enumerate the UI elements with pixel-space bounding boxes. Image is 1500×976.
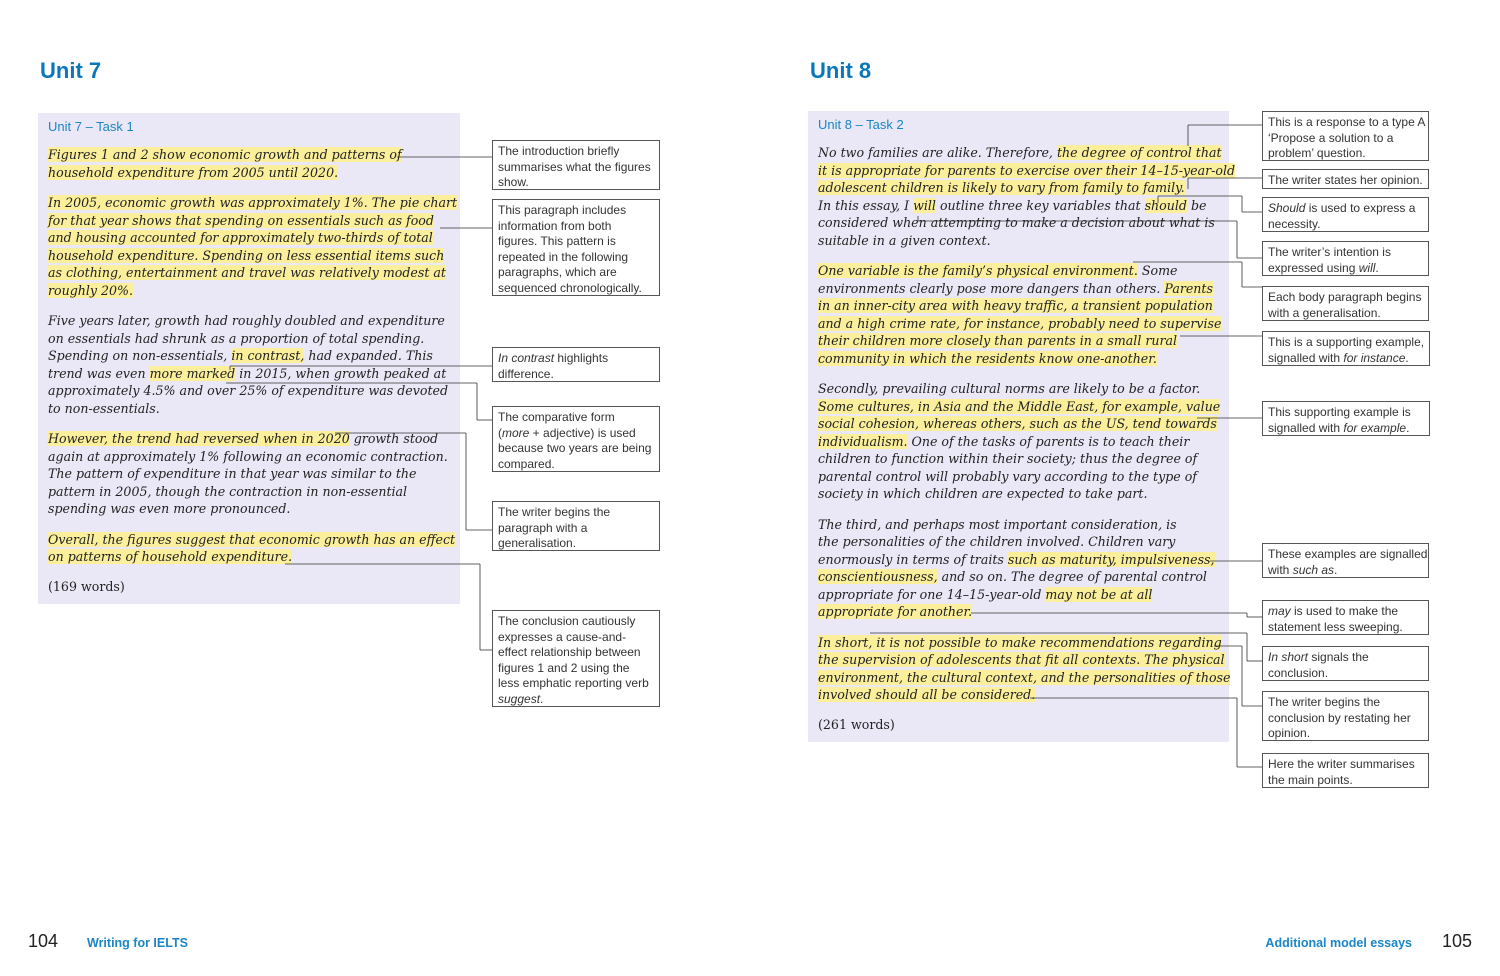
highlighted-text: in an inner-city area with heavy traffic, a transient population — [818, 298, 1213, 313]
essay-text: approximately 4.5% and over 25% of expenditure was devoted — [48, 383, 449, 398]
annotation-text: The conclusion cautiously — [498, 614, 636, 628]
annotation-text: statement less sweeping. — [1268, 619, 1403, 634]
annotation-text: compared. — [498, 456, 555, 471]
annotation-text: conclusion. — [1268, 665, 1329, 680]
left-page-number: 104 — [28, 931, 59, 951]
highlighted-text: such as maturity, impulsiveness, — [1007, 551, 1215, 567]
annotation-text: Here the writer summarises — [1268, 757, 1415, 771]
highlighted-text: the supervision of adolescents that fit all contexts. The physical — [818, 652, 1225, 667]
essay-text: No two families are alike. Therefore, — [818, 145, 1057, 160]
highlighted-text: individualism. — [818, 433, 908, 449]
essay-text: had expanded. This — [304, 348, 433, 363]
essay-text: growth stood — [349, 431, 439, 446]
annotation-text: for example — [1343, 420, 1407, 435]
annotation-text: for instance — [1343, 350, 1406, 365]
highlighted-text: In short, it is not possible to make recommendations regarding — [818, 634, 1222, 650]
annotation-text: This is a supporting example, — [1268, 335, 1425, 349]
highlighted-text: as clothing, entertainment and travel was relatively modest at — [48, 265, 446, 280]
essay-text: The third, and perhaps most important consideration, is — [818, 516, 1177, 532]
annotation-text: ‘Propose a solution to a — [1268, 130, 1394, 145]
annotation-text: expressed using — [1268, 260, 1359, 275]
annotation-text: Should — [1268, 201, 1306, 215]
annotation-text: highlights — [554, 351, 609, 365]
unit-7-task-title: Unit 7 – Task 1 — [48, 119, 134, 134]
highlighted-text: conscientiousness, — [818, 569, 938, 584]
essay-text: considered when attempting to make a decision about what is — [818, 215, 1215, 230]
annotation-text: This paragraph includes — [498, 203, 627, 217]
annotation-text: difference. — [498, 366, 554, 381]
unit-7-word-count: (169 words) — [48, 578, 125, 594]
essay-text: Five years later, growth had roughly doubled and expenditure — [48, 313, 445, 328]
highlighted-text: involved should all be considered. — [818, 687, 1036, 702]
essay-text: society in which children are expected to take part. — [818, 486, 1148, 501]
annotation-text: The writer states her opinion. — [1268, 173, 1423, 187]
annotation-text: The writer begins the — [498, 505, 611, 519]
annotation-text: with — [1268, 562, 1293, 577]
highlighted-text: will — [913, 197, 936, 213]
essay-text: parental control will probably vary according to the type of — [818, 468, 1197, 484]
annotation-text: suggest — [498, 691, 541, 706]
annotation-text: show. — [498, 175, 529, 189]
essay-text: trend was even — [48, 365, 150, 381]
highlighted-text: household expenditure. Spending on less essential items such — [48, 247, 445, 263]
annotation-text: signals the — [1308, 650, 1369, 664]
annotation-text: generalisation. — [498, 536, 577, 550]
essay-text: Secondly, prevailing cultural norms are likely to be a factor. — [818, 381, 1201, 396]
annotation-text: The writer begins the — [1268, 695, 1381, 709]
unit-8-task-title: Unit 8 – Task 2 — [818, 117, 904, 132]
highlighted-text: environment, the cultural context, and the personalities of those — [818, 669, 1231, 685]
annotation-text: ( — [498, 425, 502, 440]
annotation-text: more — [502, 425, 530, 440]
essay-text: environments clearly pose more dangers than others. — [818, 280, 1165, 296]
annotation-text: such as — [1292, 562, 1335, 577]
annotation-text: sequenced chronologically. — [498, 280, 642, 295]
left-running-title: Writing for IELTS — [87, 936, 188, 950]
unit-7-title: Unit 7 — [40, 58, 102, 83]
annotation-text: These examples are signalled — [1268, 547, 1428, 561]
essay-text: Some — [1137, 263, 1178, 278]
highlighted-text: social cohesion, whereas others, such as the US, tend towards — [818, 416, 1217, 431]
annotation-text: The comparative form — [498, 410, 615, 424]
annotation-text: summarises what the figures — [498, 159, 651, 174]
highlighted-text: adolescent children is likely to vary from family to family. — [818, 180, 1185, 195]
highlighted-text: One variable is the family’s physical environment. — [818, 263, 1138, 278]
annotation-text: opinion. — [1268, 726, 1311, 740]
annotation-text: paragraph with a — [498, 520, 588, 535]
highlighted-text: Overall, the figures suggest that economic growth has an effect — [48, 531, 456, 547]
annotation-text: conclusion by restating her — [1268, 710, 1411, 725]
annotation-text: information from both — [498, 218, 612, 233]
highlighted-text: household expenditure from 2005 until 2020. — [48, 164, 339, 180]
annotation-text: repeated in the following — [498, 249, 629, 264]
annotation-text: In contrast — [498, 351, 555, 365]
annotation-text: effect relationship between — [498, 645, 641, 659]
essay-text: children to function within their society; thus the degree of — [818, 451, 1198, 466]
annotation-text: with a generalisation. — [1268, 305, 1381, 320]
annotation-text: This supporting example is — [1268, 405, 1411, 419]
essay-text: Spending on non-essentials, — [48, 348, 232, 363]
highlighted-text: Parents — [1164, 280, 1213, 296]
annotation-text: signalled with — [1268, 350, 1344, 365]
essay-text: suitable in a given context. — [818, 232, 991, 248]
essay-text: The pattern of expenditure in that year was similar to the — [48, 466, 417, 481]
annotation-text: is used to express a — [1305, 201, 1416, 215]
highlighted-text: Figures 1 and 2 show economic growth and patterns of — [48, 147, 402, 162]
annotation-text: expresses a cause-and- — [498, 629, 627, 644]
annotation-text: . — [1334, 562, 1338, 577]
annotation-text: In short — [1268, 650, 1309, 664]
essay-text: outline three key variables that — [935, 197, 1145, 213]
highlighted-text: their children more closely than parents in a small rural — [818, 333, 1178, 348]
essay-text: enormously in terms of traits — [818, 551, 1008, 567]
highlighted-text: and a high crime rate, for instance, probably need to supervise — [818, 315, 1222, 331]
annotation-text: Each body paragraph begins — [1268, 290, 1422, 304]
annotation-text: figures. This pattern is — [498, 234, 616, 248]
essay-text: One of the tasks of parents is to teach their — [907, 433, 1190, 449]
highlighted-text: more marked — [149, 365, 236, 381]
essay-text: and so on. The degree of parental control — [937, 569, 1207, 584]
right-page-number: 105 — [1441, 931, 1472, 951]
essay-text: the personalities of the children involved. Children vary — [818, 534, 1176, 549]
essay-text: to non-essentials. — [48, 400, 160, 416]
essay-text: be — [1186, 197, 1207, 213]
highlighted-text: the degree of control that — [1056, 145, 1222, 160]
annotation-text: the main points. — [1268, 772, 1353, 787]
annotation-text: . — [1375, 260, 1379, 275]
highlighted-text: it is appropriate for parents to exercise over their 14–15-year-old — [818, 162, 1236, 178]
essay-text: appropriate for one 14–15-year-old — [818, 586, 1046, 602]
annotation-text: is used to make the — [1290, 604, 1399, 618]
highlighted-text: community in which the residents know one-another. — [818, 350, 1157, 366]
highlighted-text: and housing accounted for approximately two-thirds of total — [48, 230, 433, 245]
annotation-text: signalled with — [1268, 420, 1344, 435]
annotation-text: may — [1268, 604, 1291, 618]
annotation-text: paragraphs, which are — [498, 265, 617, 279]
unit-8-title: Unit 8 — [810, 58, 872, 83]
essay-text: In this essay, I — [818, 197, 914, 213]
annotation-text: will — [1358, 260, 1376, 275]
annotation-text: problem’ question. — [1268, 146, 1366, 160]
unit-8-word-count: (261 words) — [818, 716, 895, 732]
highlighted-text: for that year shows that spending on essentials such as food — [48, 212, 434, 228]
highlighted-text: appropriate for another. — [818, 604, 973, 619]
highlighted-text: In 2005, economic growth was approximately 1%. The pie chart — [48, 195, 458, 210]
highlighted-text: in contrast, — [231, 348, 305, 363]
annotation-text: . — [540, 691, 544, 706]
essay-text: on essentials had shrunk as a proportion of total spending. — [48, 330, 425, 346]
highlighted-text: Some cultures, in Asia and the Middle East, for example, value — [818, 398, 1221, 414]
annotation-text: . — [1406, 420, 1410, 435]
highlighted-text: may not be at all — [1045, 586, 1153, 602]
annotation-text: figures 1 and 2 using the — [498, 660, 630, 675]
annotation-text: because two years are being — [498, 441, 652, 455]
annotation-text: The writer’s intention is — [1268, 245, 1391, 259]
right-running-title: Additional model essays — [1265, 936, 1412, 950]
essay-text: again at approximately 1% following an economic contraction. — [48, 448, 448, 464]
highlighted-text: However, the trend had reversed when in 2020 — [48, 431, 350, 446]
annotation-text: + adjective) is used — [529, 425, 636, 440]
essay-text: spending was even more pronounced. — [48, 501, 291, 516]
annotation-text: necessity. — [1268, 216, 1321, 231]
highlighted-text: roughly 20%. — [48, 282, 134, 298]
highlighted-text: on patterns of household expenditure. — [48, 549, 293, 564]
essay-text: pattern in 2005, though the contraction in non-essential — [48, 483, 408, 499]
highlighted-text: should — [1144, 197, 1187, 213]
annotation-text: less emphatic reporting verb — [498, 676, 649, 690]
essay-text: in 2015, when growth peaked at — [235, 365, 447, 381]
annotation-text: This is a response to a type A — [1268, 115, 1426, 129]
annotation-text: . — [1405, 350, 1409, 365]
annotation-text: The introduction briefly — [498, 144, 620, 158]
